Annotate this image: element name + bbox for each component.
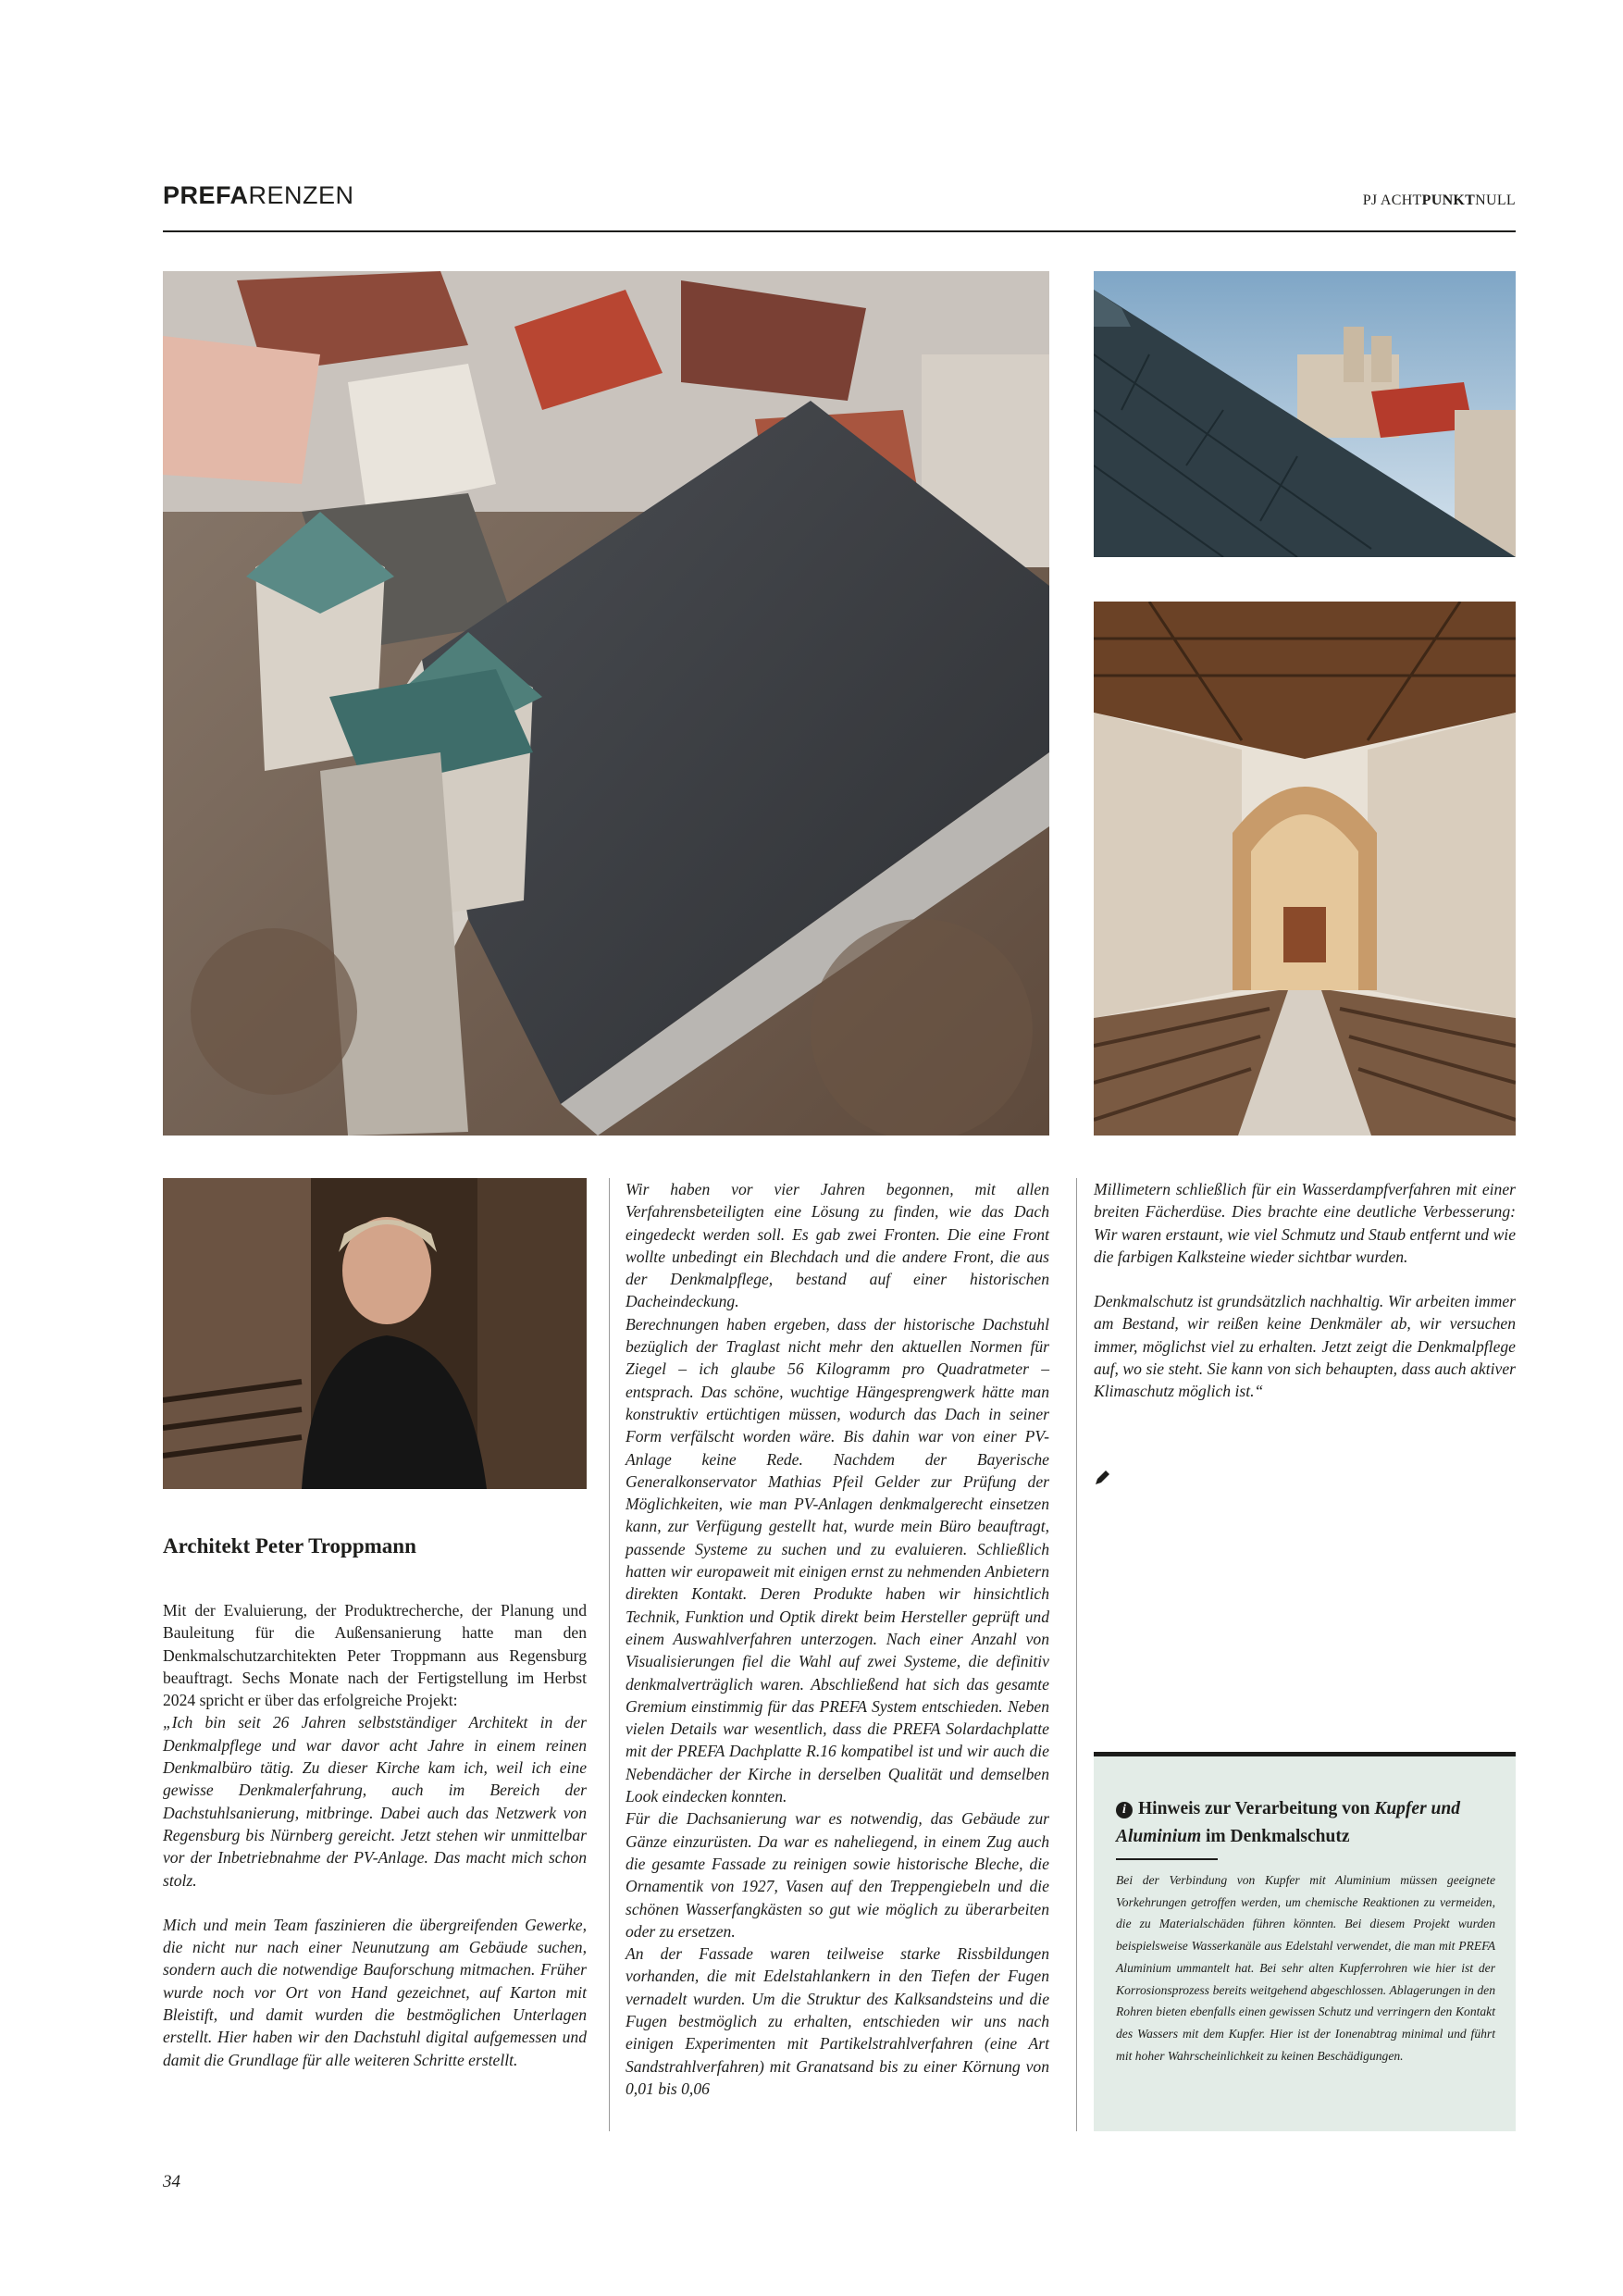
paragraph: Denkmalschutz ist grundsätzlich nachhaltig. Wir arbeiten immer am Bestand, wir reißen keine Denkmäler ab, wir versuchen immer, möglichst viel zu erhalten. Jetzt zeigt die Denkmalpflege auf, wo sie steht. Sie kann von sich behaupten, dass auch aktiver Klimaschutz möglich ist.“ bbox=[1094, 1292, 1516, 1401]
roof-detail-photo bbox=[1094, 271, 1516, 557]
intro-paragraph: Mit der Evaluierung, der Produktrecherche, der Planung und Bauleitung für die Außensanierung hatte man den Denkmalschutzarchitekten Peter Troppmann aus Regensburg beauftragt. Sechs Monate nach der Fertigstellung im Herbst 2024 spricht er über das erfolgreiche Projekt: bbox=[163, 1601, 587, 1710]
quote-paragraph-2: Mich und mein Team faszinieren die übergreifenden Gewerke, die nicht nur nach einer Neunutzung am Gebäude suchen, sondern auch die notwendige Bauforschung mitmachen. Früher wurde noch vor Ort von Hand gezeichnet, auf Karton mit Bleistift, und damit wurden die bestmöglichen Unterlagen erstellt. Hier haben wir den Dachstuhl digital aufgemessen und damit die Grundlage für alle weiteren Schritte erstellt. bbox=[163, 1915, 587, 2069]
column-divider bbox=[609, 1178, 610, 2131]
info-box-rule bbox=[1116, 1858, 1218, 1860]
church-interior-photo bbox=[1094, 602, 1516, 1136]
info-box-body: Bei der Verbindung von Kupfer mit Aluminium müssen geeignete Vorkehrungen getroffen werden, um chemische Reaktionen zu vermeiden, die zu Materialschäden führen könnten. Bei diesem Projekt wurden beispielsweise Wasserkanäle aus Edelstahl verwendet, die man mit PREFA Aluminium ummantelt hat. Bei sehr alten Kupferrohren wie hier ist der Korrosionsprozess bereits weitgehend abgeschlossen. Ablagerungen in den Rohren bieten ebenfalls einen gewissen Schutz und verringern den Kontakt des Wassers mit dem Kupfer. Hier ist der Ionenabtrag minimal und führt mit hoher Wahrscheinlichkeit zu keinen Beschädigungen. bbox=[1116, 1873, 1495, 2063]
paragraph: Berechnungen haben ergeben, dass der historische Dachstuhl bezüglich der Traglast nicht mehr den aktuellen Normen für Ziegel – ich glaube 56 Kilogramm pro Quadratmeter – entsprach. Das schöne, wuchtige Hängesprengwerk hätte man konstruktiv ertüchtigen müssen, wodurch das Dach in seiner Form verfälscht worden wäre. Bis dahin war von einer PV-Anlage keine Rede. Nachdem der Bayerische Generalkonservator Mathias Pfeil Gelder zur Prüfung der Möglichkeiten, wie man PV-Anlagen denkmalgerecht einsetzen kann, zur Verfügung gestellt hat, wurde mein Büro beauftragt, passende Systeme zu suchen und zu evaluieren. Schließlich hatten wir europaweit mit einigen ernst zu nehmenden Anbietern direkten Kontakt. Deren Produkte haben wir hinsichtlich Technik, Funktion und Optik direkt beim Hersteller geprüft und einem Auswahlverfahren unterzogen. Nach einer Anzahl von Visualisierungen fiel die Wahl auf zwei Systeme, die definitiv denkmalverträglich waren. Abschließend hat sich das gesamte Gremium einstimmig für das PREFA System entschieden. Neben vielen Details war wesentlich, dass die PREFA Solardachplatte mit der PREFA Dachplatte R.16 kompatibel ist und wir auch die Nebendächer der Kirche in derselben Qualität und demselben Look eindecken konnten. bbox=[626, 1314, 1049, 1806]
info-box-title: i Hinweis zur Verarbeitung von Kupfer und Aluminium im Denkmalschutz bbox=[1116, 1799, 1460, 1846]
page-number: 34 bbox=[163, 2172, 180, 2191]
paragraph: Wir haben vor vier Jahren begonnen, mit allen Verfahrensbeteiligten eine Lösung zu finden, wie das Dach eingedeckt werden soll. Es gab zwei Fronten. Die eine Front wollte unbedingt ein Blechdach und die andere Front, die aus der Denkmalpflege, bestand auf einer historischen Dacheindeckung. bbox=[626, 1180, 1049, 1311]
info-icon: i bbox=[1116, 1802, 1133, 1818]
article-end-pencil-icon bbox=[1094, 1470, 1110, 1486]
article-column-1 bbox=[163, 1599, 587, 2071]
paragraph: Millimetern schließlich für ein Wasserdampfverfahren mit einer breiten Fächerdüse. Dies brachte eine deutliche Verbesserung: Wir waren erstaunt, wie viel Schmutz und Staub entfernt und wie die farbigen Kalksteine wieder sichtbar wurden. bbox=[1094, 1180, 1516, 1266]
magazine-name: PJ ACHTPUNKTNULL bbox=[1362, 192, 1516, 208]
column-divider bbox=[1076, 1178, 1077, 2131]
paragraph: An der Fassade waren teilweise starke Rissbildungen vorhanden, die mit Edelstahlankern in den Tiefen der Fugen vernadelt wurden. Um die Struktur des Kalksandsteins und die Fugen bestmöglich zu erhalten, entschieden wir uns nach einigen Experimenten mit Partikelstrahlverfahren (eine Art Sandstrahlverfahren) mit Granatsand bis zu einer Körnung von 0,01 bis 0,06 bbox=[626, 1944, 1049, 2098]
article-column-3 bbox=[1094, 1178, 1516, 1403]
section-brand: PREFARENZEN bbox=[163, 181, 354, 209]
quote-paragraph-1: „Ich bin seit 26 Jahren selbstständiger Architekt in der Denkmalpflege und war davor acht Jahre in einem reinen Denkmalbüro tätig. Zu dieser Kirche kam ich, weil ich eine gewisse Denkmalerfahrung, auch im Bereich der Dachstuhlsanierung, mitbringe. Dabei auch das Netzwerk von Regensburg bis Nürnberg gereicht. Jetzt stehen wir unmittelbar vor der Inbetriebnahme der PV-Anlage. Das macht mich schon stolz. bbox=[163, 1713, 587, 1890]
info-box bbox=[1094, 1752, 1516, 2131]
aerial-church-photo bbox=[163, 271, 1049, 1136]
header-rule bbox=[163, 230, 1516, 232]
architect-portrait-photo bbox=[163, 1178, 587, 1489]
article-column-2 bbox=[626, 1178, 1049, 2100]
article-heading: Architekt Peter Troppmann bbox=[163, 1534, 416, 1558]
paragraph: Für die Dachsanierung war es notwendig, das Gebäude zur Gänze einzurüsten. Da war es naheliegend, in einem Zug auch die gesamte Fassade zu reinigen sowie historische Bleche, die Ornamentik von 1927, Vasen auf den Treppengiebeln und die schönen Wasserfangkästen so gut wie möglich zu überarbeiten oder zu ersetzen. bbox=[626, 1809, 1049, 1941]
